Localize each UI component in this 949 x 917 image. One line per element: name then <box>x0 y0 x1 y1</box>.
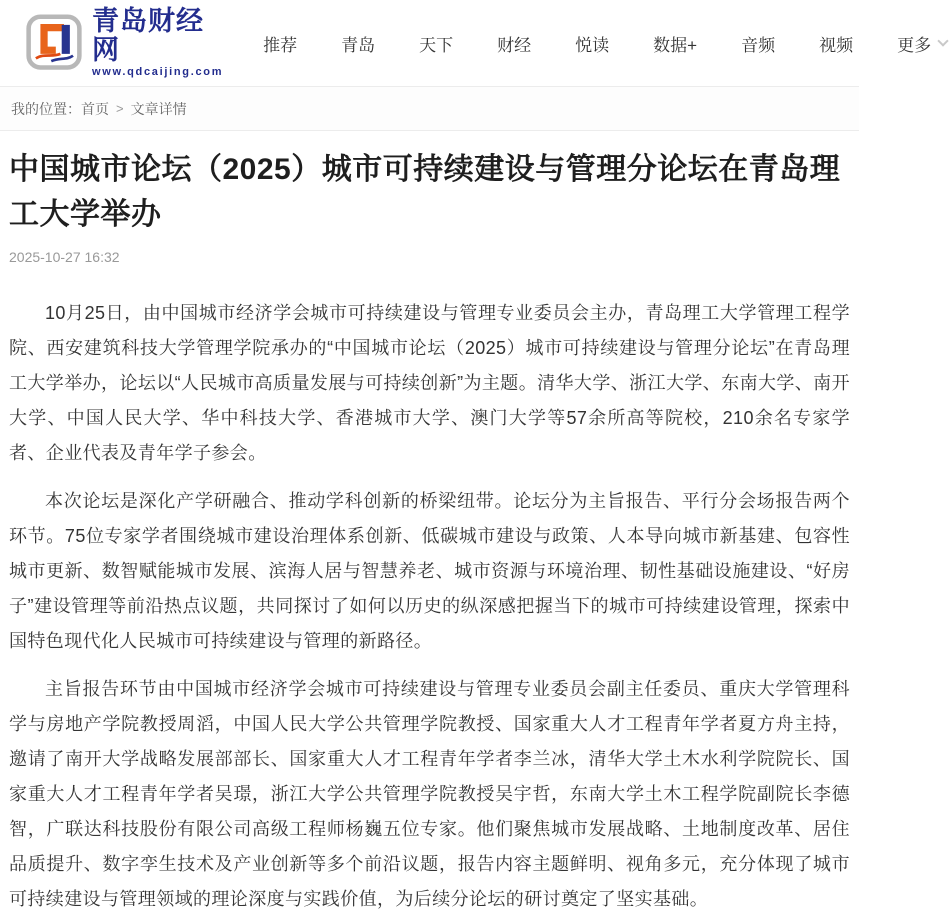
article-paragraph: 主旨报告环节由中国城市经济学会城市可持续建设与管理专业委员会副主任委员、重庆大学管理科学与房地产学院教授周滔，中国人民大学公共管理学院教授、国家重大人才工程青年学者夏方舟主持，邀请了南开大学战略发展部部长、国家重大人才工程青年学者李兰冰，清华大学土木水利学院院长、国家重大人才工程青年学者吴璟，浙江大学公共管理学院教授吴宇哲，东南大学土木工程学院副院长李德智，广联达科技股份有限公司高级工程师杨巍五位专家。他们聚焦城市发展战略、土地制度改革、居住品质提升、数字孪生技术及产业创新等多个前沿议题，报告内容主题鲜明、视角多元，充分体现了城市可持续建设与管理领域的理论深度与实践价值，为后续分论坛的研讨奠定了坚实基础。 <box>9 679 850 909</box>
breadcrumb-prefix: 我的位置： <box>11 100 81 117</box>
nav-more-label: 更多 <box>897 35 932 55</box>
site-logo[interactable] <box>25 7 223 78</box>
site-header <box>0 0 932 86</box>
nav-item-recommend[interactable]: 推荐 <box>263 35 298 55</box>
article-date: 2025-10-27 16:32 <box>9 249 120 265</box>
nav-item-video[interactable]: 视频 <box>819 35 854 55</box>
main-nav <box>263 31 947 56</box>
logo-icon <box>25 14 83 72</box>
site-name: 青岛财经网 <box>92 6 204 65</box>
chevron-down-icon <box>937 35 948 46</box>
breadcrumb-home[interactable]: 首页 <box>81 100 109 117</box>
article-body <box>9 296 850 917</box>
nav-item-more[interactable] <box>897 31 947 56</box>
nav-item-reading[interactable]: 悦读 <box>575 35 610 55</box>
breadcrumb-current: 文章详情 <box>130 100 187 117</box>
nav-item-world[interactable]: 天下 <box>419 35 454 55</box>
article-paragraph: 本次论坛是深化产学研融合、推动学科创新的桥梁纽带。论坛分为主旨报告、平行分会场报告两个环节。75位专家学者围绕城市建设治理体系创新、低碳城市建设与政策、人本导向城市新基建、包容性城市更新、数智赋能城市发展、滨海人居与智慧养老、城市资源与环境治理、韧性基础设施建设、“好房子”建设管理等前沿热点议题，共同探讨了如何以历史的纵深感把握当下的城市可持续建设管理，探索中国特色现代化人民城市可持续建设与管理的新路径。 <box>9 491 850 651</box>
article-title: 中国城市论坛（2025）城市可持续建设与管理分论坛在青岛理工大学举办 <box>9 153 841 231</box>
nav-item-finance[interactable]: 财经 <box>497 35 532 55</box>
breadcrumb <box>0 86 859 131</box>
article-paragraph: 10月25日，由中国城市经济学会城市可持续建设与管理专业委员会主办，青岛理工大学管理工程学院、西安建筑科技大学管理学院承办的“中国城市论坛（2025）城市可持续建设与管理分论坛”在青岛理工大学举办，论坛以“人民城市高质量发展与可持续创新”为主题。清华大学、浙江大学、东南大学、南开大学、中国人民大学、华中科技大学、香港城市大学、澳门大学等57余所高等院校，210余名专家学者、企业代表及青年学子参会。 <box>9 303 850 463</box>
nav-item-data[interactable]: 数据+ <box>653 35 698 55</box>
site-url: www.qdcaijing.com <box>92 66 224 79</box>
breadcrumb-separator: > <box>116 101 124 116</box>
nav-item-audio[interactable]: 音频 <box>741 35 776 55</box>
article-page <box>0 147 859 917</box>
nav-item-qingdao[interactable]: 青岛 <box>341 35 376 55</box>
